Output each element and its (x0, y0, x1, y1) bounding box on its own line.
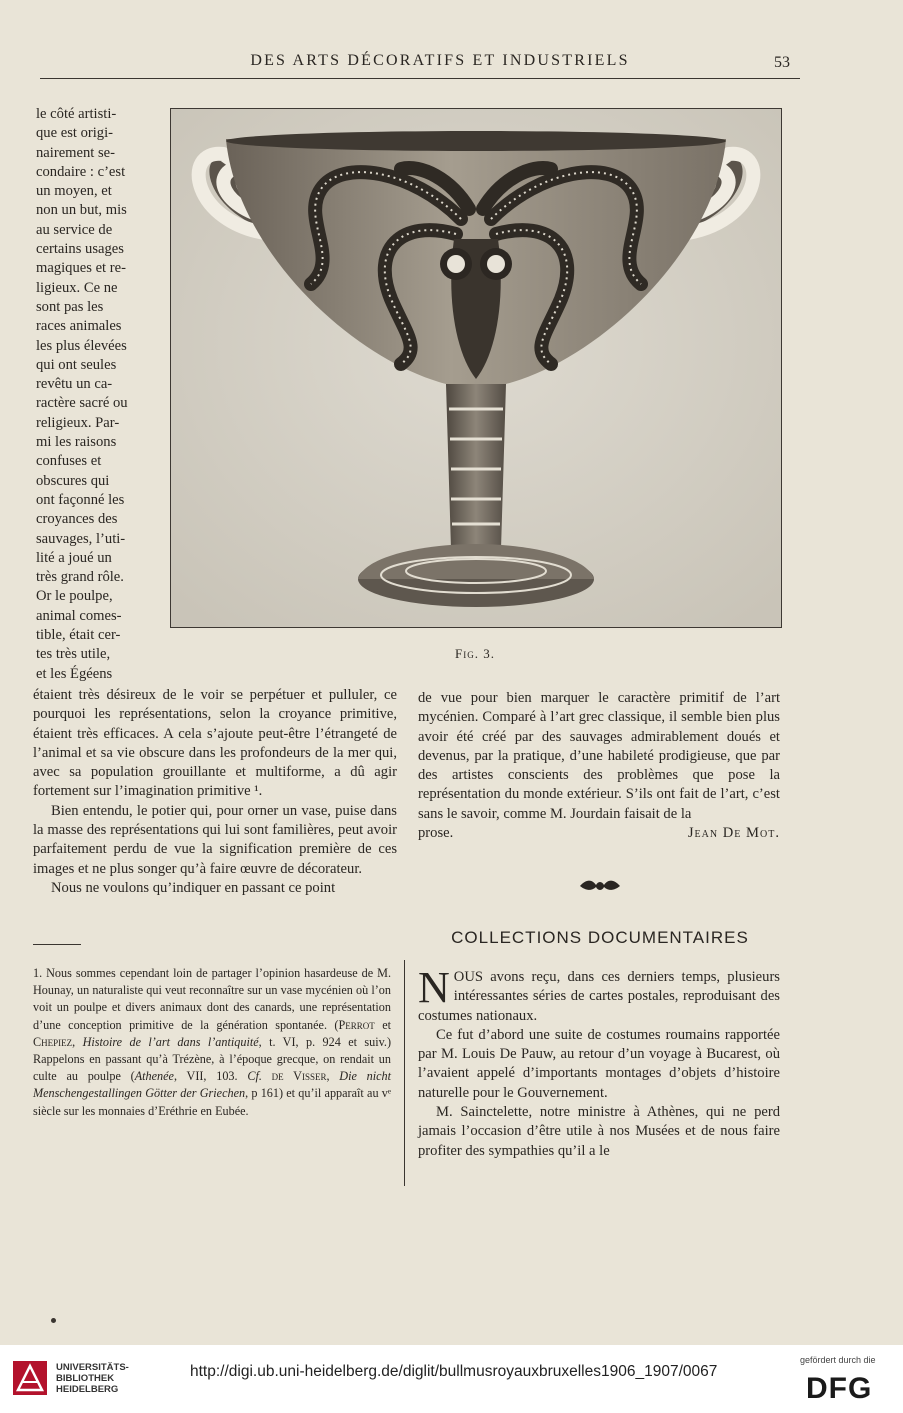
paragraph (418, 963, 780, 1026)
footnote-text: 1. Nous sommes cependant loin de partager l’opinion hasardeuse de M. Hounay, un naturaliste qui veut reconnaître sur un vase mycénien où l’on voit un poulpe et divers animaux dont des canards, une représentation d’une conception primitive de la génération spontanée. ( (33, 966, 391, 1032)
footnote-text: Cf. (247, 1069, 262, 1084)
author-name: de Visser (261, 1069, 327, 1084)
narrow-line: races animales (36, 318, 122, 335)
paragraph: Bien entendu, le potier qui, pour orner un vase, puise dans la masse des représentations qui lui sont familières, peut avoir parfaitement perdu de vue la signification première de ces images et ne plus songer qu’à faire œuvre de décorateur. (33, 802, 397, 877)
footnote (33, 965, 391, 1120)
narrow-line: certains usages (36, 241, 124, 258)
permalink[interactable]: http://digi.ub.uni-heidelberg.de/diglit/bullmusroyauxbruxelles1906_1907/0067 (190, 1363, 718, 1380)
book-title: Athenée (134, 1069, 174, 1084)
footnote-text: , (72, 1034, 83, 1049)
narrow-line: sauvages, l’uti- (36, 530, 126, 547)
running-title: DES ARTS DÉCORATIFS ET INDUSTRIELS (250, 52, 630, 69)
narrow-line: ligieux. Ce ne (36, 279, 118, 296)
paragraph: étaient très désireux de le voir se perpétuer et pulluler, ce pourquoi les représentations, selon la croyance primitive, étaient très efficaces. A cela s’ajoute peut-être l’étrangeté de l’animal et sa vie obscure dans les profondeurs de la mer qui, avec sa population grouillante et multiforme, a dû agir fortement sur l’imagination primitive ¹. (33, 687, 397, 800)
author-signature: Jean De Mot. (687, 825, 780, 842)
author-name: Chepiez (33, 1034, 73, 1049)
section-heading: COLLECTIONS DOCUMENTAIRES (451, 928, 749, 947)
narrow-line: croyances des (36, 511, 118, 528)
narrow-line: confuses et (36, 453, 102, 470)
book-title: Die nicht Menschengestallingen Götter der Griechen (33, 1069, 392, 1101)
narrow-line: les plus élevées (36, 337, 127, 354)
figure-caption: Fig. 3. (455, 646, 495, 661)
narrow-line: un moyen, et (36, 183, 112, 200)
author-name: Perrot (338, 1017, 375, 1032)
narrow-line: tes très utile, (36, 646, 111, 663)
ornament-icon (578, 877, 622, 895)
collections-text (418, 963, 780, 1161)
running-head (40, 52, 800, 79)
footnote-text: , VII, 103. (173, 1069, 248, 1084)
narrow-line: et les Égéens (36, 665, 113, 682)
speck (51, 1318, 56, 1323)
narrow-line: condaire : c’est (36, 163, 126, 180)
university-library-logo-icon (12, 1360, 48, 1396)
library-name (56, 1362, 129, 1395)
narrow-line: le côté artisti- (36, 106, 117, 122)
narrow-line: Or le poulpe, (36, 588, 113, 605)
dfg-wordmark: DFG (806, 1372, 873, 1401)
drop-cap: N (418, 963, 450, 1012)
footnote-text: , t. VI, p. 924 et suiv.) Rappelons en passant qu’à Trézène, à l’époque grecque, on rendait un culte au poulpe ( (33, 1034, 392, 1084)
dfg-logo-icon (806, 1371, 892, 1401)
closing-word: prose. (418, 825, 454, 842)
narrow-line: ont façonné les (36, 491, 125, 508)
narrow-column (36, 105, 148, 684)
narrow-line: revêtu un ca- (36, 376, 113, 393)
narrow-line: mi les raisons (36, 434, 117, 451)
narrow-line: sont pas les (36, 298, 104, 315)
narrow-line: au service de (36, 221, 113, 238)
narrow-line: obscures qui (36, 472, 110, 489)
book-title: Histoire de l’art dans l’antiquité (82, 1034, 259, 1049)
paragraph: de vue pour bien marquer le caractère primitif de l’art mycénien. Comparé à l’art grec classique, il semble bien plus avoir été créé par des sauvages admirablement doués et devenus, par la pratique, d’une habileté prodigieuse, que par des artistes conscients des problèmes que pose la représentation du monde extérieur. S’ils ont fait de l’art, c’est sans le savoir, comme M. Jourdain faisait de la (418, 690, 780, 822)
library-name-line: UNIVERSITÄTS- (56, 1362, 129, 1373)
narrow-line: tible, était cer- (36, 627, 121, 644)
footnote-text: et (374, 1017, 392, 1032)
footnote-text: , (326, 1069, 340, 1084)
narrow-line: qui ont seules (36, 356, 117, 373)
closing-line (418, 824, 780, 843)
funding-note: gefördert durch die (800, 1355, 876, 1365)
narrow-line: ractère sacré ou (36, 395, 128, 412)
goblet-illustration (171, 109, 781, 627)
narrow-line: animal comes- (36, 607, 122, 624)
footnote-rule (33, 944, 81, 945)
narrow-line: nairement se- (36, 144, 116, 161)
narrow-line: très grand rôle. (36, 569, 124, 586)
paragraph-text: OUS avons reçu, dans ces derniers temps, plusieurs intéressantes séries de cartes postales, reproduisant des costumes nationaux. (418, 969, 780, 1024)
left-column (33, 686, 397, 898)
narrow-line: magiques et re- (36, 260, 126, 277)
paragraph: Ce fut d’abord une suite de costumes roumains rapportée par M. Louis De Pauw, au retour d’un voyage à Bucarest, où l’avaient appelé d’importants montages d’objets d’histoire naturelle pour le Gouvernement. (418, 1026, 780, 1101)
narrow-line: religieux. Par- (36, 414, 120, 431)
narrow-line: que est origi- (36, 125, 114, 142)
narrow-line: non un but, mis (36, 202, 127, 219)
paragraph: Nous ne voulons qu’indiquer en passant ce point (51, 879, 336, 896)
digitization-footer (0, 1345, 903, 1413)
column-rule (404, 960, 405, 1186)
goblet-photograph (170, 108, 782, 628)
narrow-line: lité a joué un (36, 549, 112, 566)
library-name-line: HEIDELBERG (56, 1384, 119, 1395)
footnote-text: , p 161) et qu’il apparaît au vᵉ siècle sur les monnaies d’Eréthrie en Eubée. (33, 1086, 391, 1118)
paragraph: M. Sainctelette, notre ministre à Athènes, qui ne perd jamais l’occasion d’être utile à nos Musées et de nous faire profiter des sympathies qu’il a le (418, 1104, 780, 1159)
library-name-line: BIBLIOTHEK (56, 1373, 115, 1384)
right-column (418, 689, 780, 843)
page-number: 53 (774, 54, 790, 71)
